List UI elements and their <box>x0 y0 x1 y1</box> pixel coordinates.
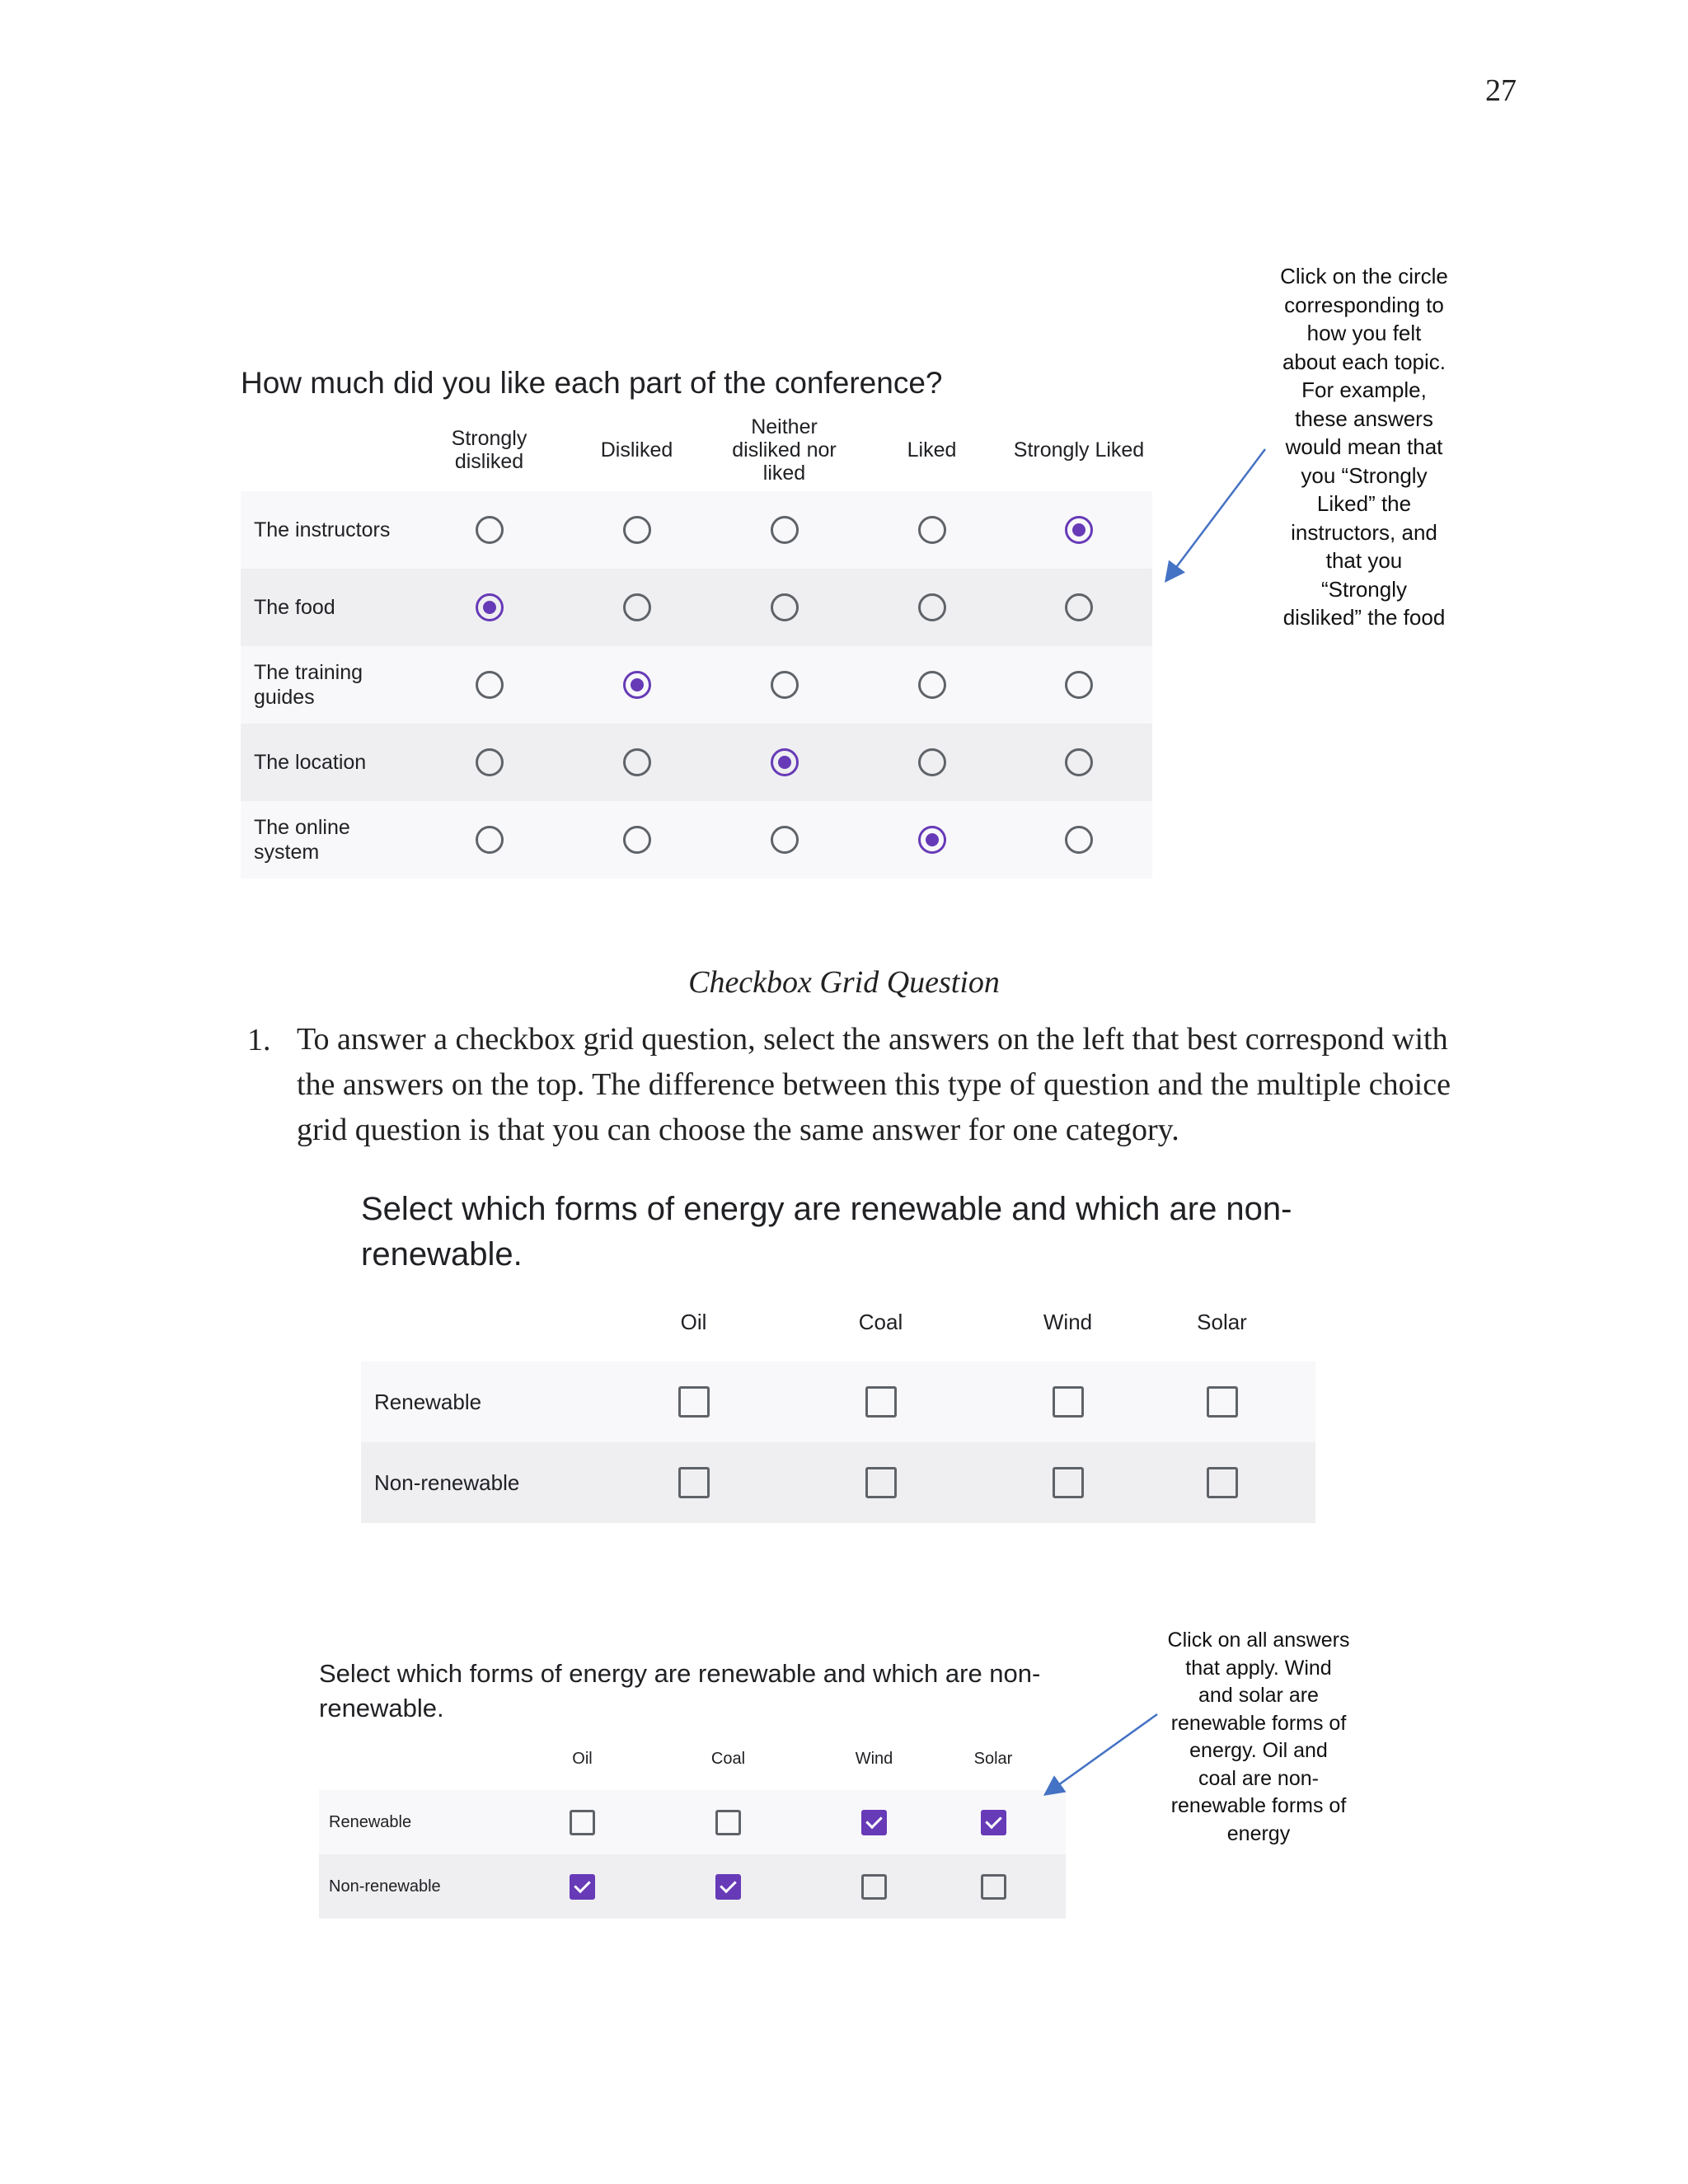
list-item-text: To answer a checkbox grid question, select the answers on the left that best correspond with the answers on the top. The difference between this type of question and the multiple choice grid question is that you can choose the same answer for one category. <box>297 1022 1451 1147</box>
cb-column-header: Oil <box>680 1309 707 1334</box>
cb-column-header: Solar <box>1197 1309 1247 1334</box>
cb-column-header: Oil <box>572 1749 593 1768</box>
cb-column-header: Wind <box>855 1749 893 1768</box>
section-heading: Checkbox Grid Question <box>688 965 1000 1000</box>
callout-mc-grid: Click on the circle corresponding to how you felt about each topic. For example, these answers would mean that you “Strongly Liked” the instructors, and that you “Strongly disliked” the food <box>1280 264 1448 630</box>
cb-row-label: Non-renewable <box>329 1877 441 1896</box>
mc-column-header: Neither disliked nor liked <box>732 415 837 485</box>
arrow-icon <box>1167 449 1265 579</box>
cb-grid-answered-title: Select which forms of energy are renewable and which are non-renewable. <box>319 1659 1041 1722</box>
mc-column-header: Disliked <box>600 438 673 462</box>
callout-checkbox-grid: Click on all answers that apply. Wind and solar are renewable forms of energy. Oil and coal are non- renewable forms of energy <box>1167 1629 1350 1845</box>
mc-column-header: Liked <box>907 438 957 462</box>
cb-column-header: Solar <box>973 1749 1013 1768</box>
page-number: 27 <box>1485 73 1517 108</box>
mc-column-header: Strongly disliked <box>451 427 528 473</box>
mc-row-label: The food <box>254 596 335 619</box>
mc-row-label: The training guides <box>254 661 363 709</box>
cb-column-header: Wind <box>1043 1309 1093 1334</box>
cb-column-header: Coal <box>858 1309 903 1334</box>
mc-column-header: Strongly Liked <box>1013 438 1145 462</box>
cb-row-label: Renewable <box>374 1389 482 1414</box>
list-number: 1. <box>247 1023 271 1057</box>
cb-row-label: Non-renewable <box>374 1469 520 1495</box>
mc-row-label: The instructors <box>254 518 391 541</box>
cb-row-label: Renewable <box>329 1812 412 1831</box>
mc-row-label: The online system <box>254 816 350 864</box>
mc-grid-title: How much did you like each part of the conference? <box>241 366 943 400</box>
mc-row-label: The location <box>254 751 367 774</box>
arrow-icon <box>1047 1714 1157 1793</box>
cb-grid-title: Select which forms of energy are renewable and which are non-renewable. <box>361 1191 1292 1272</box>
cb-column-header: Coal <box>710 1749 746 1768</box>
